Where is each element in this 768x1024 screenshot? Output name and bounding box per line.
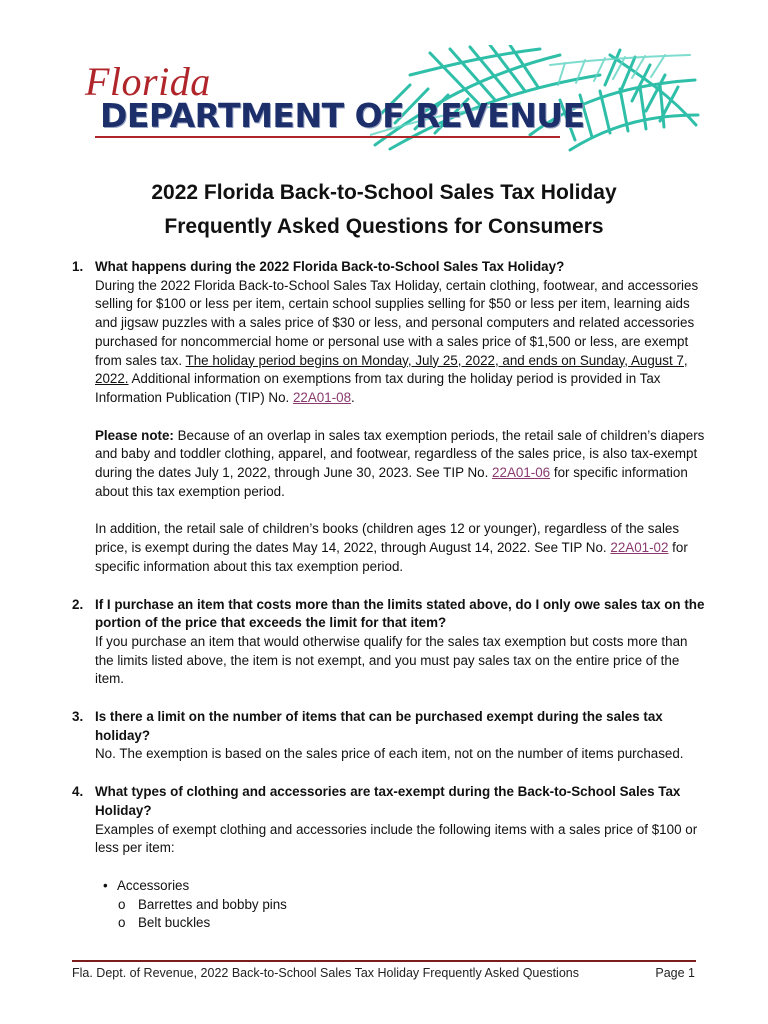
bullet-mark: • bbox=[103, 877, 108, 893]
footer-text: Fla. Dept. of Revenue, 2022 Back-to-School Sales Tax Holiday Frequently Asked Questions bbox=[72, 966, 579, 980]
question-number: 3. bbox=[72, 709, 84, 725]
list-item-label: Accessories bbox=[117, 877, 190, 893]
faq-item-3 bbox=[72, 708, 708, 764]
list-item bbox=[103, 877, 708, 896]
note-label: Please note: bbox=[95, 427, 174, 443]
question-text: Is there a limit on the number of items that can be purchased exempt during the sales tax holiday? bbox=[95, 709, 663, 743]
please-note-paragraph: Please note: Because of an overlap in sales tax exemption periods, the retail sale of children’s diapers and baby and toddler clothing, apparel, and footwear, regardless of the sales price, is also tax-exempt during the dates July 1, 2022, through June 30, 2023. See TIP No. 22A01-06 for specific information about this tax exemption period. bbox=[95, 427, 705, 499]
question-number: 1. bbox=[72, 259, 84, 274]
faq-item-2 bbox=[72, 596, 708, 690]
logo-underline bbox=[95, 136, 560, 138]
holiday-dates-underlined: The holiday period begins on Monday, July 25, 2022, and ends on Sunday, August 7, 2022. bbox=[95, 352, 688, 387]
answer-text: During the 2022 Florida Back-to-School Sales Tax Holiday, certain clothing, footwear, and accessories selling for $100 or less per item, certain school supplies selling for $50 or less per item, learning aids and jigsaw puzzles with a sales price of $30 or less, and personal computers and related accessories purchased for noncommercial home or personal use with a sales price of $1,500 or less, are exempt from sales tax. The holiday period begins on Monday, July 25, 2022, and ends on Sunday, August 7, 2022. Additional information on exemptions from tax during the holiday period is provided in Tax Information Publication (TIP) No. 22A01-08. bbox=[95, 277, 699, 405]
logo-department-of-revenue: DEPARTMENT OF REVENUE bbox=[100, 96, 585, 135]
title-line-2: Frequently Asked Questions for Consumers bbox=[164, 215, 604, 238]
tip-link-22a01-02[interactable]: 22A01-02 bbox=[610, 540, 669, 556]
exempt-items-list bbox=[95, 877, 708, 933]
question-number: 2. bbox=[72, 596, 84, 612]
footer-divider bbox=[72, 960, 696, 962]
question-text: What happens during the 2022 Florida Back-to-School Sales Tax Holiday? bbox=[95, 259, 565, 274]
title-line-1: 2022 Florida Back-to-School Sales Tax Holiday bbox=[151, 181, 617, 204]
answer-text: No. The exemption is based on the sales price of each item, not on the number of items purchased. bbox=[95, 746, 684, 762]
question-number: 4. bbox=[72, 784, 84, 800]
logo-florida-wordmark: Florida bbox=[85, 59, 211, 104]
faq-item-4 bbox=[72, 783, 708, 933]
answer-text: If you purchase an item that would otherwise qualify for the sales tax exemption but costs more than the limits listed above, the item is not exempt, and you must pay sales tax on the entire price of the item. bbox=[95, 633, 688, 687]
sub-list-item bbox=[118, 896, 708, 915]
sub-list-item-label: Barrettes and bobby pins bbox=[138, 896, 287, 912]
tip-link-22a01-06[interactable]: 22A01-06 bbox=[492, 465, 551, 481]
header bbox=[0, 0, 768, 160]
question-text: If I purchase an item that costs more than the limits stated above, do I only owe sales tax on the portion of the price that exceeds the limit for that item? bbox=[95, 596, 705, 631]
sub-list-item bbox=[118, 914, 708, 933]
childrens-books-paragraph: In addition, the retail sale of children’s books (children ages 12 or younger), regardless of the sales price, is exempt during the dates May 14, 2022, through August 14, 2022. See TIP No. 22A01-02 for specific information about this tax exemption period. bbox=[95, 521, 688, 574]
answer-text: Examples of exempt clothing and accessories include the following items with a sales price of $100 or less per item: bbox=[95, 821, 698, 856]
page-title bbox=[0, 176, 768, 244]
sub-list-item-label: Belt buckles bbox=[138, 915, 211, 931]
tip-link-22a01-08[interactable]: 22A01-08 bbox=[292, 389, 352, 405]
faq-content bbox=[72, 258, 708, 933]
sub-bullet-mark: o bbox=[118, 915, 126, 931]
page-number: Page 1 bbox=[655, 966, 695, 980]
sub-bullet-mark: o bbox=[118, 896, 126, 912]
faq-item-1 bbox=[72, 258, 708, 577]
question-text: What types of clothing and accessories are tax-exempt during the Back-to-School Sales Tax Holiday? bbox=[95, 784, 681, 818]
